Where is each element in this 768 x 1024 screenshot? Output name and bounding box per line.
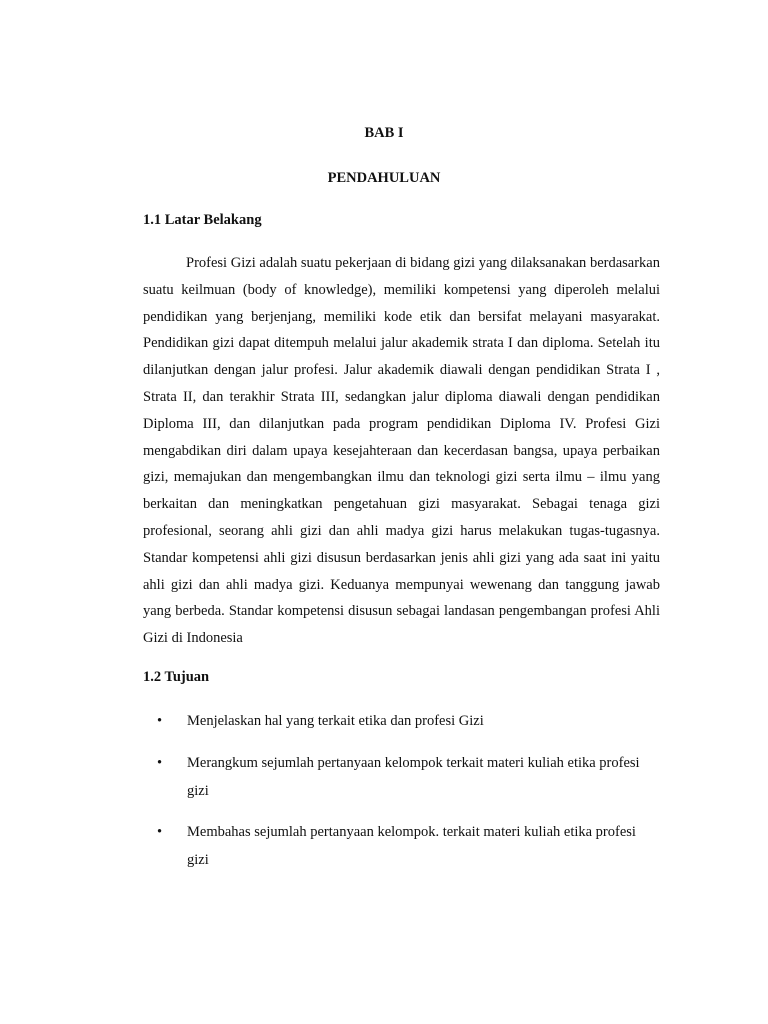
list-item-text: Menjelaskan hal yang terkait etika dan profesi Gizi — [187, 713, 484, 729]
bullet-icon: • — [157, 824, 163, 840]
bullet-icon: • — [157, 755, 163, 771]
list-item-text: Membahas sejumlah pertanyaan kelompok. terkait materi kuliah etika profesi gizi — [187, 824, 636, 868]
list-item-text: Merangkum sejumlah pertanyaan kelompok terkait materi kuliah etika profesi gizi — [187, 755, 640, 799]
chapter-number: BAB I — [364, 125, 404, 141]
bullet-icon: • — [157, 713, 163, 729]
section-heading-latar-belakang: 1.1 Latar Belakang — [143, 212, 262, 228]
body-paragraph: Profesi Gizi adalah suatu pekerjaan di bidang gizi yang dilaksanakan berdasarkan suatu keilmuan (body of knowledge), memiliki kompetensi yang diperoleh melalui pendidikan yang berjenjang, memiliki kode etik dan bersifat melayani masyarakat. Pendidikan gizi dapat ditempuh melalui jalur akademik strata I dan diploma. Setelah itu dilanjutkan dengan jalur profesi. Jalur akademik diawali dengan pendidikan Strata I , Strata II, dan terakhir Strata III, sedangkan jalur diploma diawali dengan pendidikan Diploma III, dan dilanjutkan pada program pendidikan Diploma IV. Profesi Gizi mengabdikan diri dalam upaya kesejahteraan dan kecerdasan bangsa, upaya perbaikan gizi, memajukan dan mengembangkan ilmu dan teknologi gizi serta ilmu – ilmu yang berkaitan dan meningkatkan pengetahuan gizi masyarakat. Sebagai tenaga gizi profesional, seorang ahli gizi dan ahli madya gizi harus melakukan tugas-tugasnya. Standar kompetensi ahli gizi disusun berdasarkan jenis ahli gizi yang ada saat ini yaitu ahli gizi dan ahli madya gizi. Keduanya mempunyai wewenang dan tanggung jawab yang berbeda. Standar kompetensi disusun sebagai landasan pengembangan profesi Ahli Gizi di Indonesia — [143, 255, 660, 647]
section-heading-tujuan: 1.2 Tujuan — [143, 669, 210, 685]
chapter-title: PENDAHULUAN — [327, 170, 441, 186]
